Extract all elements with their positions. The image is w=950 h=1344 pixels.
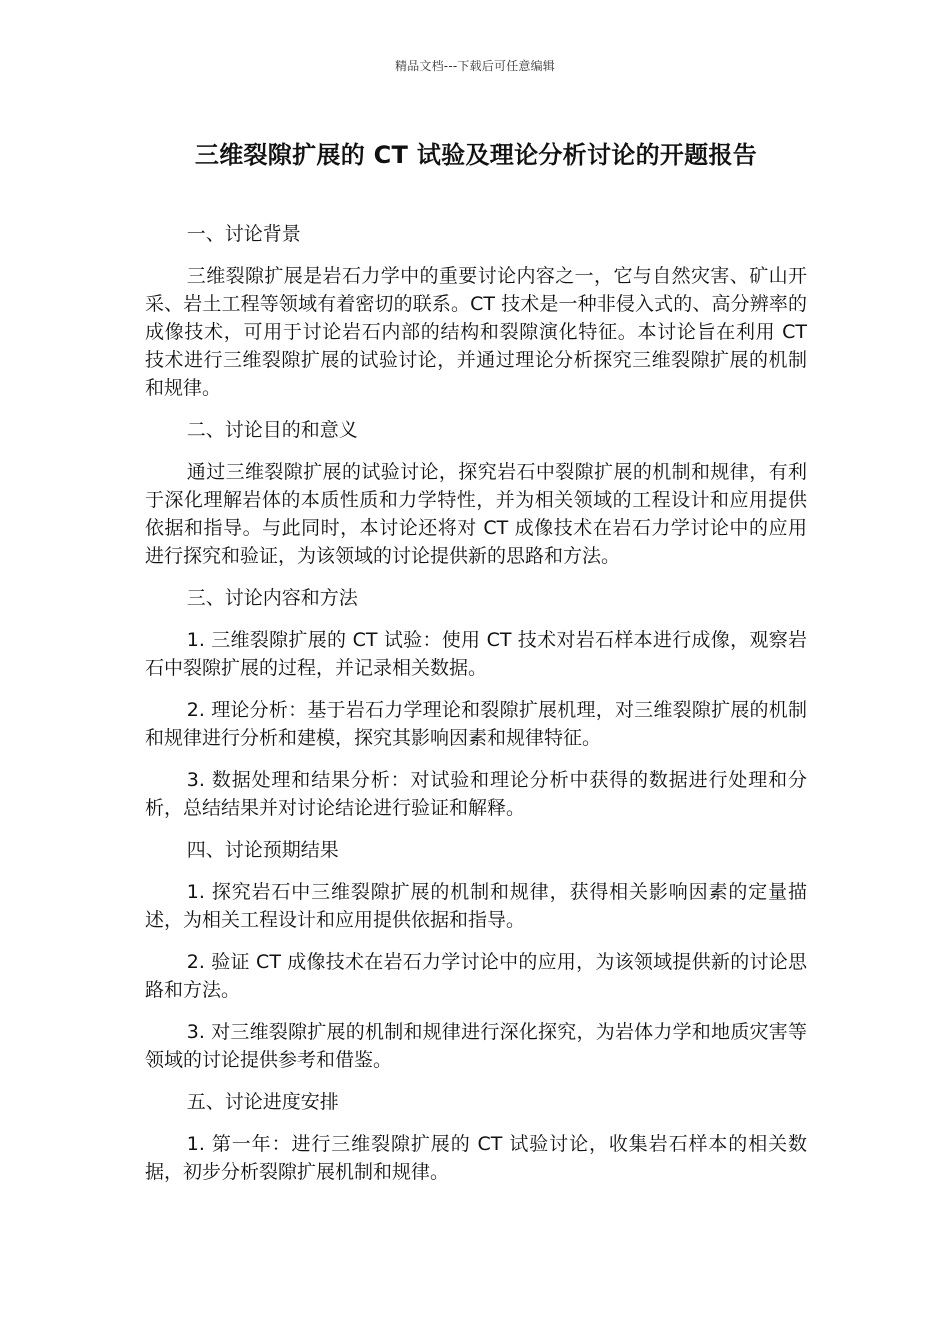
- section-heading-content-method: 三、讨论内容和方法: [186, 587, 358, 609]
- list-item-result-3: 3. 对三维裂隙扩展的机制和规律进行深化探究，为岩体力学和地质灾害等领域的讨论提供参考和借鉴。: [145, 1021, 807, 1071]
- list-item-method-2: 2. 理论分析：基于岩石力学理论和裂隙扩展机理，对三维裂隙扩展的机制和规律进行分析和建模，探究其影响因素和规律特征。: [145, 699, 807, 749]
- section-heading-purpose: 二、讨论目的和意义: [186, 419, 358, 441]
- paragraph-purpose: 通过三维裂隙扩展的试验讨论，探究岩石中裂隙扩展的机制和规律，有利于深化理解岩体的本质性质和力学特性，并为相关领域的工程设计和应用提供依据和指导。与此同时，本讨论还将对 CT 成像技术在岩石力学讨论中的应用进行探究和验证，为该领域的讨论提供新的思路和方法。: [145, 461, 807, 567]
- section-heading-schedule: 五、讨论进度安排: [186, 1091, 339, 1113]
- list-item-schedule-1: 1. 第一年：进行三维裂隙扩展的 CT 试验讨论，收集岩石样本的相关数据，初步分析裂隙扩展机制和规律。: [145, 1133, 807, 1183]
- list-item-result-2: 2. 验证 CT 成像技术在岩石力学讨论中的应用，为该领域提供新的讨论思路和方法。: [145, 951, 807, 1001]
- list-item-method-3: 3. 数据处理和结果分析：对试验和理论分析中获得的数据进行处理和分析，总结结果并对讨论结论进行验证和解释。: [145, 769, 807, 819]
- document-title: 三维裂隙扩展的 CT 试验及理论分析讨论的开题报告: [194, 141, 758, 169]
- paragraph-background: 三维裂隙扩展是岩石力学中的重要讨论内容之一，它与自然灾害、矿山开采、岩土工程等领域有着密切的联系。CT 技术是一种非侵入式的、高分辨率的成像技术，可用于讨论岩石内部的结构和裂隙演化特征。本讨论旨在利用 CT 技术进行三维裂隙扩展的试验讨论，并通过理论分析探究三维裂隙扩展的机制和规律。: [145, 265, 807, 399]
- page-header-watermark: 精品文档---下载后可任意编辑: [395, 59, 555, 73]
- section-heading-expected-results: 四、讨论预期结果: [186, 839, 339, 861]
- document-body: [145, 136, 807, 1200]
- section-heading-background: 一、讨论背景: [186, 223, 301, 245]
- list-item-result-1: 1. 探究岩石中三维裂隙扩展的机制和规律，获得相关影响因素的定量描述，为相关工程设计和应用提供依据和指导。: [145, 881, 807, 931]
- list-item-method-1: 1. 三维裂隙扩展的 CT 试验：使用 CT 技术对岩石样本进行成像，观察岩石中裂隙扩展的过程，并记录相关数据。: [145, 629, 807, 679]
